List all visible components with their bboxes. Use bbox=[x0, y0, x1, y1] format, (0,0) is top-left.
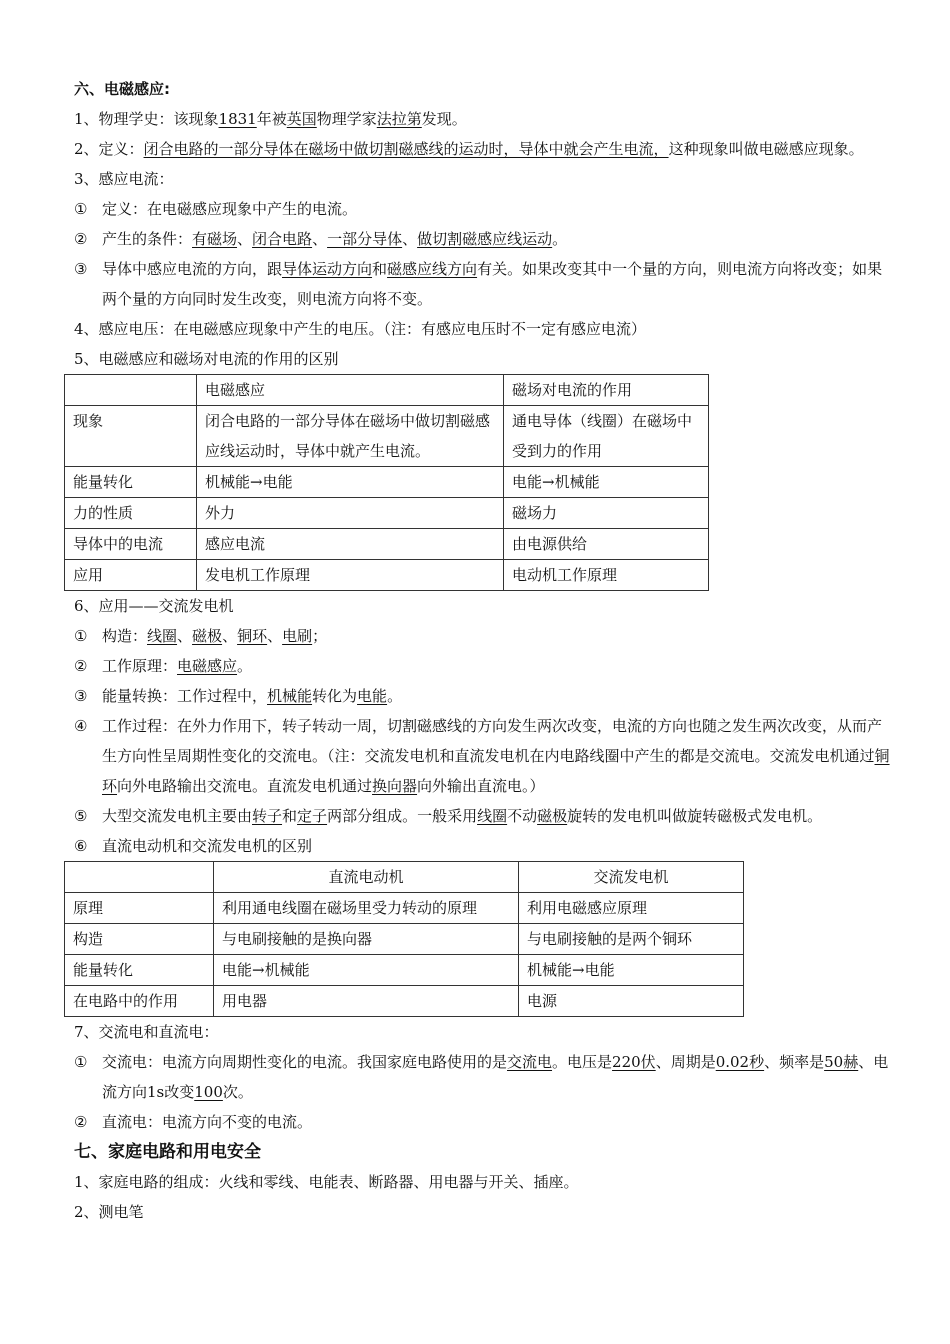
list-item: ③ 能量转换：工作过程中，机械能转化为电能。 bbox=[74, 687, 403, 705]
document-page bbox=[74, 74, 894, 1227]
generator-heading: 6、应用——交流发电机 bbox=[74, 597, 234, 615]
table-cell: 与电刷接触的是换向器 bbox=[214, 924, 519, 955]
table-row bbox=[65, 467, 709, 498]
list-item: ⑤ 大型交流发电机主要由转子和定子两部分组成。一般采用线圈不动磁极旋转的发电机叫做旋转磁极式发电机。 bbox=[74, 807, 823, 825]
section-6-title: 六、电磁感应: bbox=[74, 80, 170, 98]
table-cell: 机械能→电能 bbox=[197, 467, 504, 498]
table-row bbox=[65, 560, 709, 591]
table-cell: 原理 bbox=[65, 893, 214, 924]
table-cell: 感应电流 bbox=[197, 529, 504, 560]
section-7-title: 七、家庭电路和用电安全 bbox=[74, 1142, 261, 1162]
list-item: ② 直流电：电流方向不变的电流。 bbox=[74, 1113, 313, 1131]
induced-voltage-line: 4、感应电压：在电磁感应现象中产生的电压。（注：有感应电压时不一定有感应电流） bbox=[74, 320, 647, 338]
list-item: ⑥ 直流电动机和交流发电机的区别 bbox=[74, 837, 313, 855]
table-header-row bbox=[65, 375, 709, 406]
table-cell: 通电导体（线圈）在磁场中受到力的作用 bbox=[504, 406, 709, 467]
list-item: ② 工作原理：电磁感应。 bbox=[74, 657, 253, 675]
ac-dc-heading: 7、交流电和直流电： bbox=[74, 1023, 219, 1041]
table-cell: 构造 bbox=[65, 924, 214, 955]
table-cell: 能量转化 bbox=[65, 467, 197, 498]
table-row bbox=[65, 406, 709, 467]
table-cell: 电源 bbox=[519, 986, 744, 1017]
table-cell: 能量转化 bbox=[65, 955, 214, 986]
table-cell: 电动机工作原理 bbox=[504, 560, 709, 591]
table-cell: 电能→机械能 bbox=[504, 467, 709, 498]
list-item: ④ 工作过程：在外力作用下，转子转动一周，切割磁感线的方向发生两次改变，电流的方向也随之发生两次改变，从而产生方向性呈周期性变化的交流电。（注：交流发电机和直流发电机在内电路线圈中产生的都是交流电。交流发电机通过铜环向外电路输出交流电。直流发电机通过换向器向外输出直流电。） bbox=[74, 717, 890, 795]
table-row bbox=[65, 955, 744, 986]
list-item: ③ 导体中感应电流的方向，跟导体运动方向和磁感应线方向有关。如果改变其中一个量的方向，则电流方向将改变；如果两个量的方向同时发生改变，则电流方向将不变。 bbox=[74, 260, 883, 308]
table-cell: 导体中的电流 bbox=[65, 529, 197, 560]
household-circuit-line: 1、家庭电路的组成：火线和零线、电能表、断路器、用电器与开关、插座。 bbox=[74, 1173, 579, 1191]
table1-caption: 5、电磁感应和磁场对电流的作用的区别 bbox=[74, 350, 339, 368]
table-cell: 磁场力 bbox=[504, 498, 709, 529]
table-row bbox=[65, 893, 744, 924]
table-cell: 现象 bbox=[65, 406, 197, 467]
table-cell: 由电源供给 bbox=[504, 529, 709, 560]
table-header-cell: 直流电动机 bbox=[214, 862, 519, 893]
table-cell: 利用电磁感应原理 bbox=[519, 893, 744, 924]
table-cell: 与电刷接触的是两个铜环 bbox=[519, 924, 744, 955]
table-header-cell: 电磁感应 bbox=[197, 375, 504, 406]
table-header-cell: 磁场对电流的作用 bbox=[504, 375, 709, 406]
list-item: ① 定义：在电磁感应现象中产生的电流。 bbox=[74, 200, 358, 218]
table-cell: 机械能→电能 bbox=[519, 955, 744, 986]
table-row bbox=[65, 986, 744, 1017]
definition-line: 2、定义：闭合电路的一部分导体在磁场中做切割磁感线的运动时，导体中就会产生电流，这种现象叫做电磁感应现象。 bbox=[74, 140, 864, 158]
comparison-table-1 bbox=[64, 374, 709, 591]
table-cell: 外力 bbox=[197, 498, 504, 529]
table-cell: 力的性质 bbox=[65, 498, 197, 529]
table-header-cell bbox=[65, 375, 197, 406]
table-header-cell bbox=[65, 862, 214, 893]
table-cell: 用电器 bbox=[214, 986, 519, 1017]
induced-current-heading: 3、感应电流： bbox=[74, 170, 174, 188]
comparison-table-2 bbox=[64, 861, 744, 1017]
list-item: ① 交流电：电流方向周期性变化的电流。我国家庭电路使用的是交流电。电压是220伏、周期是0.02秒、频率是50赫、电流方向1s改变100次。 bbox=[74, 1053, 889, 1101]
table-cell: 利用通电线圈在磁场里受力转动的原理 bbox=[214, 893, 519, 924]
table-row bbox=[65, 924, 744, 955]
history-line: 1、物理学史：该现象1831年被英国物理学家法拉第发现。 bbox=[74, 110, 467, 128]
list-item: ② 产生的条件：有磁场、闭合电路、一部分导体、做切割磁感应线运动。 bbox=[74, 230, 568, 248]
list-item: ① 构造：线圈、磁极、铜环、电刷； bbox=[74, 627, 328, 645]
table-header-row bbox=[65, 862, 744, 893]
table-header-cell: 交流发电机 bbox=[519, 862, 744, 893]
test-pen-line: 2、测电笔 bbox=[74, 1203, 144, 1221]
table-row bbox=[65, 529, 709, 560]
table-cell: 闭合电路的一部分导体在磁场中做切割磁感应线运动时，导体中就产生电流。 bbox=[197, 406, 504, 467]
table-cell: 电能→机械能 bbox=[214, 955, 519, 986]
table-cell: 发电机工作原理 bbox=[197, 560, 504, 591]
table-cell: 在电路中的作用 bbox=[65, 986, 214, 1017]
table-cell: 应用 bbox=[65, 560, 197, 591]
table-row bbox=[65, 498, 709, 529]
